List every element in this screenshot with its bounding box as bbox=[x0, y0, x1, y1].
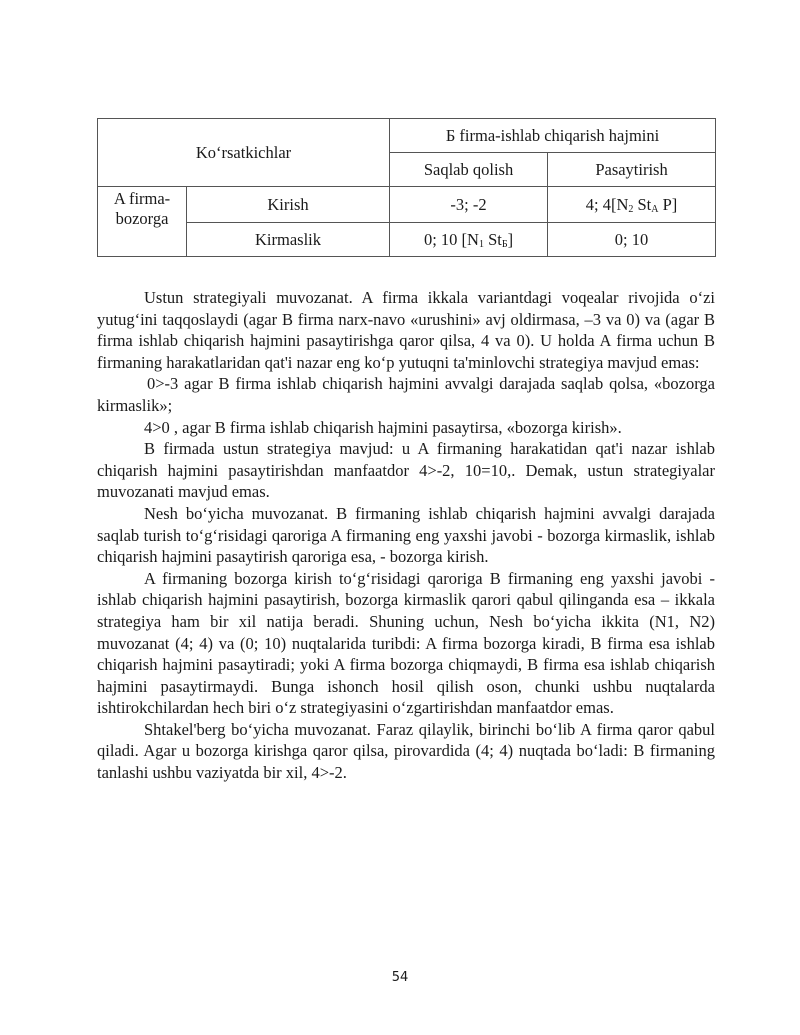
paragraph-case-reduce: 4>0 , agar B firma ishlab chiqarish hajmini pasaytirsa, «bozorga kirish». bbox=[144, 417, 622, 437]
header-firm-b: Б firma-ishlab chiqarish hajmini bbox=[390, 119, 716, 153]
cell-notenter-reduce: 0; 10 bbox=[548, 223, 716, 257]
header-indicators: Ko‘rsatkichlar bbox=[98, 119, 390, 187]
page-number: 54 bbox=[391, 970, 409, 985]
cell-notenter-keep-main: 0; 10 [N bbox=[423, 229, 479, 249]
row-not-enter: Kirmaslik bbox=[187, 223, 390, 257]
cell-notenter-keep bbox=[390, 223, 548, 257]
paragraph-stackelberg: Shtakel'berg bo‘yicha muvozanat. Faraz qilaylik, birinchi bo‘lib A firma qaror qabul qiladi. Agar u bozorga kirishga qaror qilsa, pirovardida (4; 4) nuqtada bo‘ladi: B firmaning tanlashi ushbu vaziyatda bir xil, 4>-2. bbox=[97, 719, 715, 783]
payoff-table bbox=[97, 118, 716, 257]
cell-enter-reduce-end: P] bbox=[658, 194, 678, 214]
paragraph-nash-points: A firmaning bozorga kirish to‘g‘risidagi qaroriga B firmaning eng yaxshi javobi - ishlab chiqarish hajmini pasaytirish, bozorga kirmaslik qarori qabul qilinganda esa – ikkala strategiya ham bir xil natija beradi. Shuning uchun, Nesh bo‘yicha ikkita (N1, N2) muvozanat (4; 4) va (0; 10) nuqtalarida turibdi: A firma bozorga kiradi, B firma esa ishlab chiqarish hajmini pasaytiradi; yoki A firma bozorga chiqmaydi, B firma esa ishlab chiqarish hajmini pasaytirmaydi. Bunga ishonch hosil qilish oson, chunki ushbu nuqtalarda ishtirokchilardan hech biri o‘z strategiyasini o‘zgartirishdan manfaatdor emas. bbox=[97, 568, 715, 718]
body-text bbox=[97, 287, 715, 784]
cell-notenter-keep-sub2: Б bbox=[501, 238, 508, 250]
cell-enter-reduce bbox=[548, 187, 716, 223]
row-group-firm-a: A firma-bozorga bbox=[98, 187, 187, 257]
cell-enter-reduce-mid: St bbox=[633, 194, 652, 214]
col-reduce: Pasaytirish bbox=[548, 153, 716, 187]
paragraph-dominant-strategy: Ustun strategiyali muvozanat. A firma ikkala variantdagi voqealar rivojida o‘zi yutug‘ini taqqoslaydi (agar B firma narx-navo «urushini» avj oldirmasa, –3 va 0) va (agar B firma ishlab chiqarish hajmini pasaytirishga qaror qilsa, 4 va 0). U holda A firma uchun B firmaning harakatlaridan qat'i nazar eng ko‘p yutuqni ta'minlovchi strategiya mavjud emas: bbox=[97, 288, 715, 372]
cell-notenter-keep-sub1: 1 bbox=[478, 238, 484, 250]
row-enter: Kirish bbox=[187, 187, 390, 223]
cell-enter-keep: -3; -2 bbox=[390, 187, 548, 223]
cell-notenter-keep-end: ] bbox=[507, 229, 514, 249]
paragraph-nash: Nesh bo‘yicha muvozanat. B firmaning ishlab chiqarish hajmini avvalgi darajada saqlab turish to‘g‘risidagi qaroriga A firmaning eng yaxshi javobi - bozorga kirmaslik, ishlab chiqarish hajmini pasaytirish qaroriga esa, - bozorga kirish. bbox=[97, 503, 715, 567]
paragraph-case-keep: 0>-3 agar B firma ishlab chiqarish hajmini avvalgi darajada saqlab qolsa, «bozorga kirmaslik»; bbox=[97, 374, 715, 415]
paragraph-firm-b-dominant: B firmada ustun strategiya mavjud: u A firmaning harakatidan qat'i nazar ishlab chiqarish hajmini pasaytirishdan manfaatdor 4>-2, 10=10,. Demak, ustun strategiyalar muvozanati mavjud emas. bbox=[97, 439, 715, 502]
cell-enter-reduce-main: 4; 4[N bbox=[585, 194, 629, 214]
cell-enter-reduce-sub2: A bbox=[651, 203, 659, 215]
col-keep: Saqlab qolish bbox=[390, 153, 548, 187]
cell-enter-reduce-sub1: 2 bbox=[628, 203, 634, 215]
cell-notenter-keep-mid: St bbox=[483, 229, 502, 249]
